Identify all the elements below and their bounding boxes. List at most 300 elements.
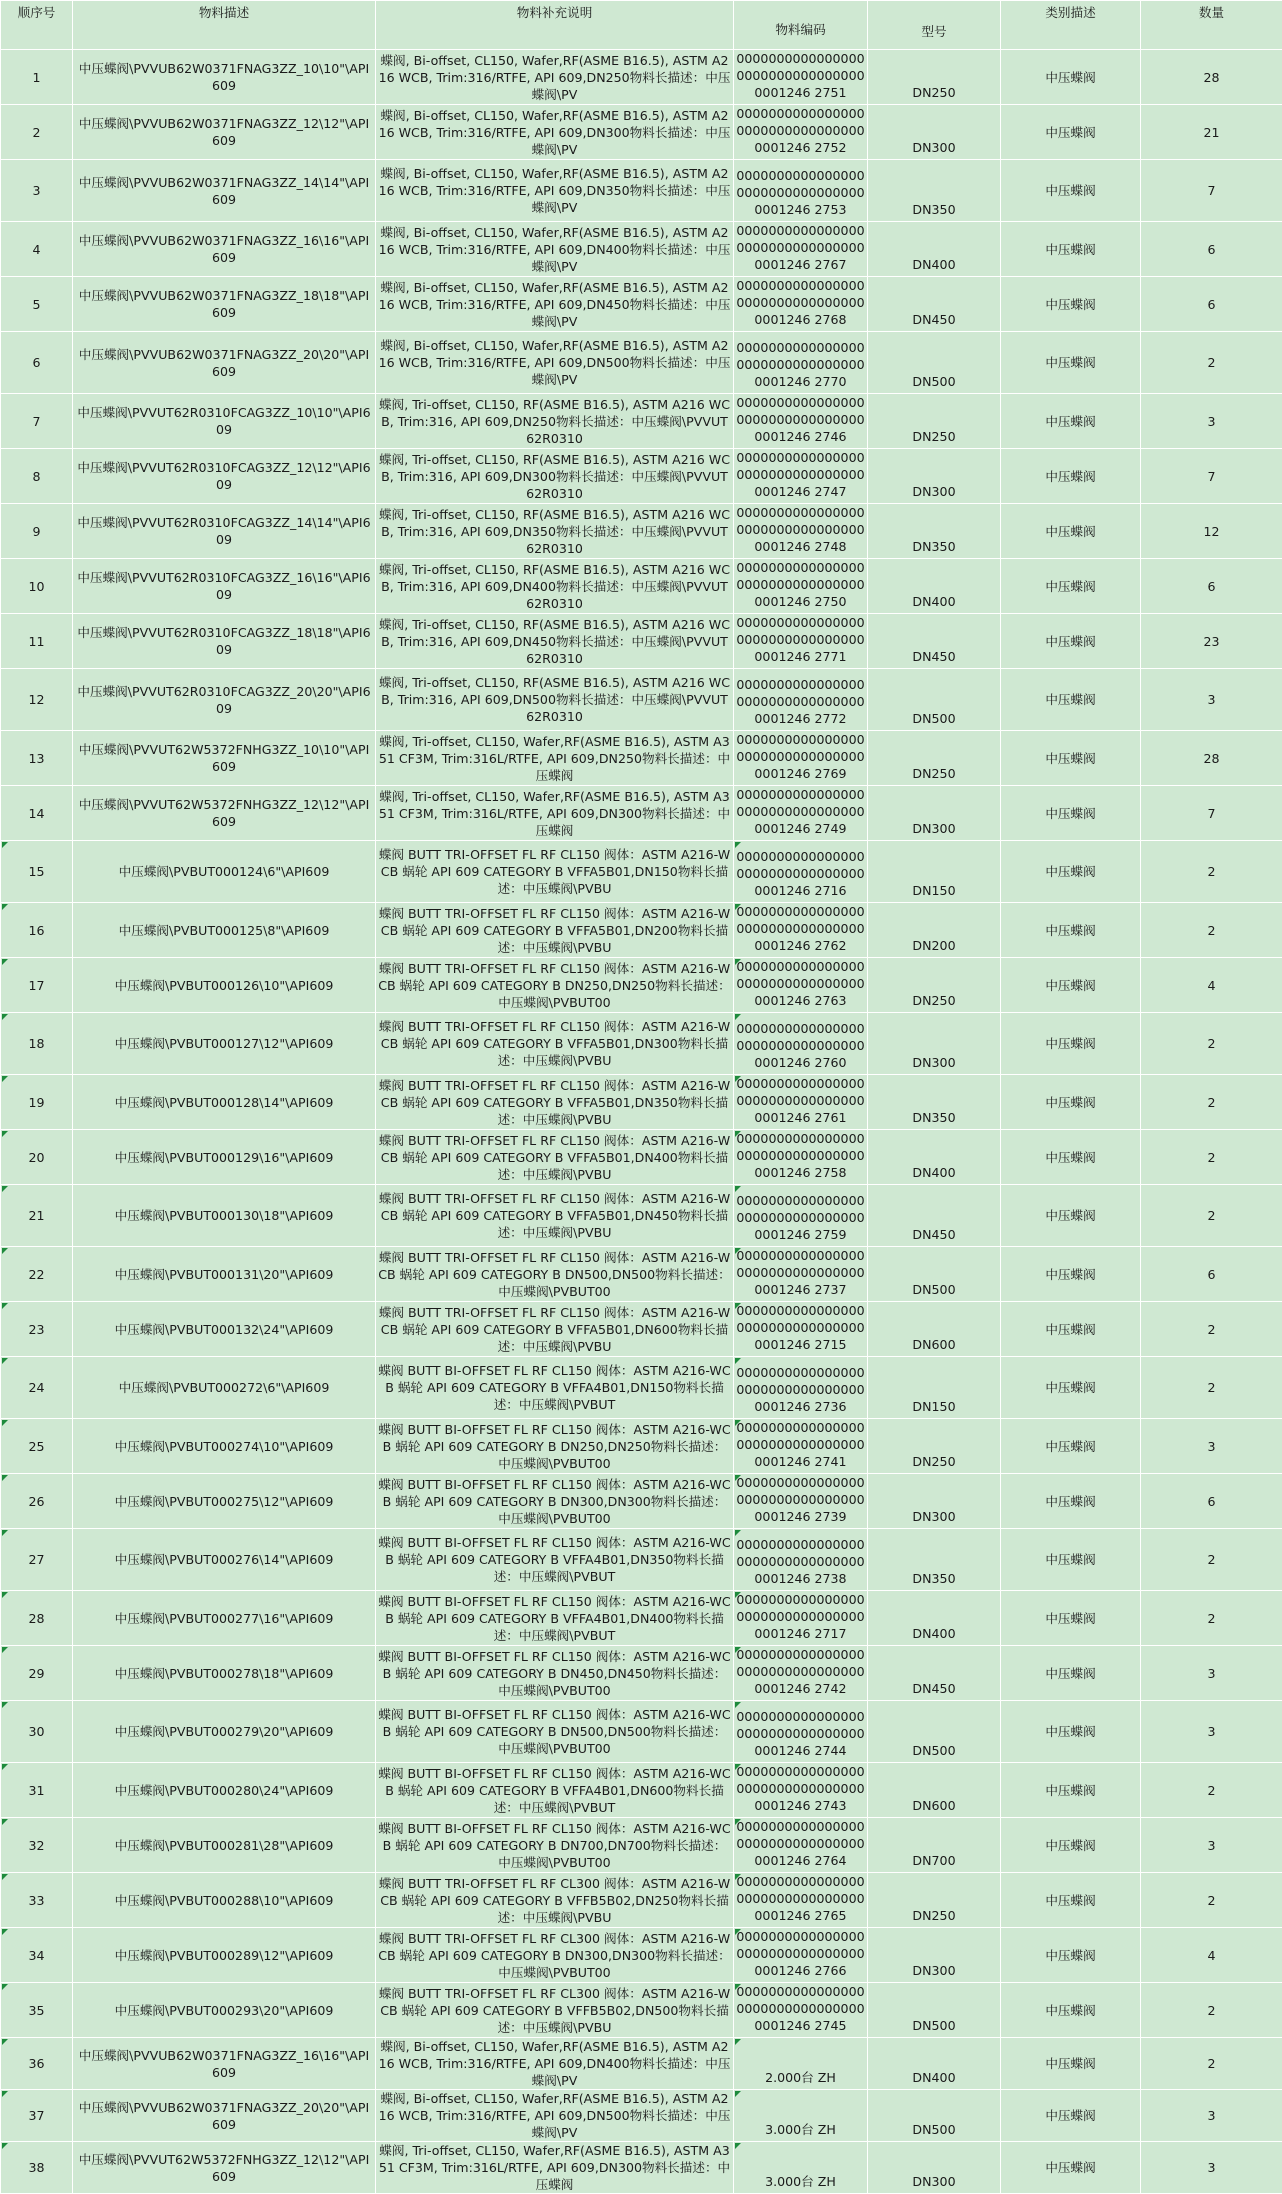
seq-cell[interactable]: 30 [1, 1701, 73, 1763]
desc-cell[interactable]: 中压蝶阀\PVBUT000126\10"\API609 [73, 958, 376, 1013]
extra-cell[interactable]: 蝶阀 BUTT BI-OFFSET FL RF CL150 阀体：ASTM A216-WCB 蜗轮 API 609 CATEGORY B VFFA4B01,DN350物料长描述：中压蝶阀\PVBUT [376, 1529, 734, 1591]
desc-cell[interactable]: 中压蝶阀\PVVUB62W0371FNAG3ZZ_10\10"\API609 [73, 50, 376, 105]
qty-cell[interactable]: 2 [1141, 1763, 1282, 1818]
extra-cell[interactable]: 蝶阀, Tri-offset, CL150, RF(ASME B16.5), ASTM A216 WCB, Trim:316, API 609,DN300物料长描述：中压蝶阀\PVVUT62R0310 [376, 449, 734, 504]
cell-error-indicator-icon[interactable] [735, 1592, 741, 1598]
model-cell[interactable]: DN450 [868, 1646, 1001, 1701]
category-cell[interactable]: 中压蝶阀 [1001, 504, 1141, 559]
cell-error-indicator-icon[interactable] [2, 1303, 8, 1309]
desc-cell[interactable]: 中压蝶阀\PVVUT62R0310FCAG3ZZ_20\20"\API609 [73, 669, 376, 731]
qty-cell[interactable]: 2 [1141, 1075, 1282, 1130]
seq-cell[interactable]: 18 [1, 1013, 73, 1075]
extra-cell[interactable]: 蝶阀, Tri-offset, CL150, RF(ASME B16.5), ASTM A216 WCB, Trim:316, API 609,DN250物料长描述：中压蝶阀\PVVUT62R0310 [376, 394, 734, 449]
code-cell[interactable]: 000000000000000000000000000000000001246 2766 [734, 1928, 868, 1983]
category-cell[interactable]: 中压蝶阀 [1001, 669, 1141, 731]
header-model[interactable]: 型号 [868, 1, 1001, 50]
desc-cell[interactable]: 中压蝶阀\PVBUT000272\6"\API609 [73, 1357, 376, 1419]
extra-cell[interactable]: 蝶阀, Bi-offset, CL150, Wafer,RF(ASME B16.5), ASTM A216 WCB, Trim:316/RTFE, API 609,DN400物料长描述：中压蝶阀\PV [376, 222, 734, 277]
category-cell[interactable]: 中压蝶阀 [1001, 614, 1141, 669]
cell-error-indicator-icon[interactable] [735, 2091, 741, 2097]
cell-error-indicator-icon[interactable] [2, 1076, 8, 1082]
category-cell[interactable]: 中压蝶阀 [1001, 277, 1141, 332]
category-cell[interactable]: 中压蝶阀 [1001, 1646, 1141, 1701]
seq-cell[interactable]: 12 [1, 669, 73, 731]
category-cell[interactable]: 中压蝶阀 [1001, 559, 1141, 614]
cell-error-indicator-icon[interactable] [735, 842, 741, 848]
qty-cell[interactable]: 2 [1141, 1873, 1282, 1928]
extra-cell[interactable]: 蝶阀 BUTT TRI-OFFSET FL RF CL150 阀体：ASTM A216-WCB 蜗轮 API 609 CATEGORY B DN250,DN250物料长描述：中压蝶阀\PVBUT00 [376, 958, 734, 1013]
model-cell[interactable]: DN500 [868, 669, 1001, 731]
header-seq[interactable]: 顺序号 [1, 1, 73, 50]
desc-cell[interactable]: 中压蝶阀\PVVUT62W5372FNHG3ZZ_12\12"\API609 [73, 786, 376, 841]
code-cell[interactable]: 000000000000000000000000000000000001246 2739 [734, 1474, 868, 1529]
seq-cell[interactable]: 25 [1, 1419, 73, 1474]
seq-cell[interactable]: 7 [1, 394, 73, 449]
extra-cell[interactable]: 蝶阀 BUTT BI-OFFSET FL RF CL150 阀体：ASTM A216-WCB 蜗轮 API 609 CATEGORY B DN500,DN500物料长描述：中压蝶阀\PVBUT00 [376, 1701, 734, 1763]
code-cell[interactable]: 000000000000000000000000000000000001246 2772 [734, 669, 868, 731]
model-cell[interactable]: DN700 [868, 1818, 1001, 1873]
model-cell[interactable]: DN300 [868, 2142, 1001, 2194]
seq-cell[interactable]: 24 [1, 1357, 73, 1419]
extra-cell[interactable]: 蝶阀 BUTT BI-OFFSET FL RF CL150 阀体：ASTM A216-WCB 蜗轮 API 609 CATEGORY B DN450,DN450物料长描述：中压蝶阀\PVBUT00 [376, 1646, 734, 1701]
code-cell[interactable]: 000000000000000000000000000000000001246 2742 [734, 1646, 868, 1701]
cell-error-indicator-icon[interactable] [2, 1819, 8, 1825]
header-desc[interactable]: 物料描述 [73, 1, 376, 50]
cell-error-indicator-icon[interactable] [735, 1186, 741, 1192]
category-cell[interactable]: 中压蝶阀 [1001, 1302, 1141, 1357]
category-cell[interactable]: 中压蝶阀 [1001, 841, 1141, 903]
model-cell[interactable]: DN350 [868, 1529, 1001, 1591]
cell-error-indicator-icon[interactable] [2, 1248, 8, 1254]
model-cell[interactable]: DN300 [868, 449, 1001, 504]
category-cell[interactable]: 中压蝶阀 [1001, 1529, 1141, 1591]
model-cell[interactable]: DN350 [868, 504, 1001, 559]
model-cell[interactable]: DN400 [868, 2038, 1001, 2090]
seq-cell[interactable]: 9 [1, 504, 73, 559]
desc-cell[interactable]: 中压蝶阀\PVBUT000124\6"\API609 [73, 841, 376, 903]
cell-error-indicator-icon[interactable] [2, 2143, 8, 2149]
seq-cell[interactable]: 10 [1, 559, 73, 614]
code-cell[interactable]: 000000000000000000000000000000000001246 2758 [734, 1130, 868, 1185]
desc-cell[interactable]: 中压蝶阀\PVVUB62W0371FNAG3ZZ_16\16"\API609 [73, 2038, 376, 2090]
extra-cell[interactable]: 蝶阀, Tri-offset, CL150, RF(ASME B16.5), ASTM A216 WCB, Trim:316, API 609,DN400物料长描述：中压蝶阀\PVVUT62R0310 [376, 559, 734, 614]
code-cell[interactable]: 000000000000000000000000000000000001246 2753 [734, 160, 868, 222]
seq-cell[interactable]: 38 [1, 2142, 73, 2194]
model-cell[interactable]: DN250 [868, 394, 1001, 449]
qty-cell[interactable]: 2 [1141, 1983, 1282, 2038]
seq-cell[interactable]: 36 [1, 2038, 73, 2090]
category-cell[interactable]: 中压蝶阀 [1001, 105, 1141, 160]
code-cell[interactable]: 000000000000000000000000000000000001246 2744 [734, 1701, 868, 1763]
extra-cell[interactable]: 蝶阀, Tri-offset, CL150, Wafer,RF(ASME B16.5), ASTM A351 CF3M, Trim:316L/RTFE, API 609,DN300物料长描述：中压蝶阀 [376, 786, 734, 841]
seq-cell[interactable]: 11 [1, 614, 73, 669]
model-cell[interactable]: DN150 [868, 1357, 1001, 1419]
cell-error-indicator-icon[interactable] [735, 959, 741, 965]
qty-cell[interactable]: 2 [1141, 1302, 1282, 1357]
cell-error-indicator-icon[interactable] [735, 2143, 741, 2149]
cell-error-indicator-icon[interactable] [735, 1420, 741, 1426]
desc-cell[interactable]: 中压蝶阀\PVVUT62W5372FNHG3ZZ_12\12"\API609 [73, 2142, 376, 2194]
qty-cell[interactable]: 6 [1141, 559, 1282, 614]
seq-cell[interactable]: 20 [1, 1130, 73, 1185]
header-category[interactable]: 类别描述 [1001, 1, 1141, 50]
seq-cell[interactable]: 29 [1, 1646, 73, 1701]
code-cell[interactable]: 000000000000000000000000000000000001246 2716 [734, 841, 868, 903]
extra-cell[interactable]: 蝶阀, Bi-offset, CL150, Wafer,RF(ASME B16.5), ASTM A216 WCB, Trim:316/RTFE, API 609,DN450物料长描述：中压蝶阀\PV [376, 277, 734, 332]
desc-cell[interactable]: 中压蝶阀\PVVUB62W0371FNAG3ZZ_18\18"\API609 [73, 277, 376, 332]
model-cell[interactable]: DN350 [868, 1075, 1001, 1130]
qty-cell[interactable]: 2 [1141, 1357, 1282, 1419]
extra-cell[interactable]: 蝶阀 BUTT TRI-OFFSET FL RF CL150 阀体：ASTM A216-WCB 蜗轮 API 609 CATEGORY B VFFA5B01,DN300物料长描述：中压蝶阀\PVBU [376, 1013, 734, 1075]
desc-cell[interactable]: 中压蝶阀\PVBUT000125\8"\API609 [73, 903, 376, 958]
code-cell[interactable]: 000000000000000000000000000000000001246 2763 [734, 958, 868, 1013]
qty-cell[interactable]: 2 [1141, 1130, 1282, 1185]
category-cell[interactable]: 中压蝶阀 [1001, 1247, 1141, 1302]
qty-cell[interactable]: 28 [1141, 731, 1282, 786]
header-qty[interactable]: 数量 [1141, 1, 1282, 50]
cell-error-indicator-icon[interactable] [2, 1702, 8, 1708]
category-cell[interactable]: 中压蝶阀 [1001, 1763, 1141, 1818]
cell-error-indicator-icon[interactable] [2, 1358, 8, 1364]
extra-cell[interactable]: 蝶阀 BUTT TRI-OFFSET FL RF CL150 阀体：ASTM A216-WCB 蜗轮 API 609 CATEGORY B VFFA5B01,DN200物料长描述：中压蝶阀\PVBU [376, 903, 734, 958]
category-cell[interactable]: 中压蝶阀 [1001, 958, 1141, 1013]
extra-cell[interactable]: 蝶阀, Tri-offset, CL150, Wafer,RF(ASME B16.5), ASTM A351 CF3M, Trim:316L/RTFE, API 609,DN250物料长描述：中压蝶阀 [376, 731, 734, 786]
model-cell[interactable]: DN600 [868, 1302, 1001, 1357]
qty-cell[interactable]: 3 [1141, 2090, 1282, 2142]
model-cell[interactable]: DN500 [868, 1983, 1001, 2038]
qty-cell[interactable]: 2 [1141, 841, 1282, 903]
qty-cell[interactable]: 28 [1141, 50, 1282, 105]
qty-cell[interactable]: 3 [1141, 2142, 1282, 2194]
extra-cell[interactable]: 蝶阀, Bi-offset, CL150, Wafer,RF(ASME B16.5), ASTM A216 WCB, Trim:316/RTFE, API 609,DN250物料长描述：中压蝶阀\PV [376, 50, 734, 105]
qty-cell[interactable]: 7 [1141, 449, 1282, 504]
seq-cell[interactable]: 4 [1, 222, 73, 277]
qty-cell[interactable]: 6 [1141, 1247, 1282, 1302]
desc-cell[interactable]: 中压蝶阀\PVBUT000293\20"\API609 [73, 1983, 376, 2038]
category-cell[interactable]: 中压蝶阀 [1001, 160, 1141, 222]
qty-cell[interactable]: 2 [1141, 903, 1282, 958]
code-cell[interactable]: 000000000000000000000000000000000001246 2749 [734, 786, 868, 841]
category-cell[interactable]: 中压蝶阀 [1001, 1185, 1141, 1247]
code-cell[interactable]: 000000000000000000000000000000000001246 2771 [734, 614, 868, 669]
model-cell[interactable]: DN300 [868, 105, 1001, 160]
extra-cell[interactable]: 蝶阀, Tri-offset, CL150, RF(ASME B16.5), ASTM A216 WCB, Trim:316, API 609,DN450物料长描述：中压蝶阀\PVVUT62R0310 [376, 614, 734, 669]
seq-cell[interactable]: 8 [1, 449, 73, 504]
category-cell[interactable]: 中压蝶阀 [1001, 1419, 1141, 1474]
model-cell[interactable]: DN350 [868, 160, 1001, 222]
extra-cell[interactable]: 蝶阀 BUTT TRI-OFFSET FL RF CL150 阀体：ASTM A216-WCB 蜗轮 API 609 CATEGORY B VFFA5B01,DN450物料长描述：中压蝶阀\PVBU [376, 1185, 734, 1247]
model-cell[interactable]: DN300 [868, 786, 1001, 841]
model-cell[interactable]: DN250 [868, 50, 1001, 105]
desc-cell[interactable]: 中压蝶阀\PVBUT000279\20"\API609 [73, 1701, 376, 1763]
category-cell[interactable]: 中压蝶阀 [1001, 2142, 1141, 2194]
code-cell[interactable]: 000000000000000000000000000000000001246 2764 [734, 1818, 868, 1873]
cell-error-indicator-icon[interactable] [735, 1819, 741, 1825]
code-cell[interactable]: 000000000000000000000000000000000001246 2747 [734, 449, 868, 504]
category-cell[interactable]: 中压蝶阀 [1001, 1818, 1141, 1873]
cell-error-indicator-icon[interactable] [735, 1131, 741, 1137]
seq-cell[interactable]: 15 [1, 841, 73, 903]
code-cell[interactable]: 000000000000000000000000000000000001246 2748 [734, 504, 868, 559]
category-cell[interactable]: 中压蝶阀 [1001, 903, 1141, 958]
code-cell[interactable]: 3.000台 ZH [734, 2090, 868, 2142]
cell-error-indicator-icon[interactable] [735, 1929, 741, 1935]
seq-cell[interactable]: 13 [1, 731, 73, 786]
category-cell[interactable]: 中压蝶阀 [1001, 222, 1141, 277]
model-cell[interactable]: DN500 [868, 332, 1001, 394]
desc-cell[interactable]: 中压蝶阀\PVBUT000288\10"\API609 [73, 1873, 376, 1928]
desc-cell[interactable]: 中压蝶阀\PVBUT000277\16"\API609 [73, 1591, 376, 1646]
model-cell[interactable]: DN450 [868, 277, 1001, 332]
cell-error-indicator-icon[interactable] [2, 1764, 8, 1770]
cell-error-indicator-icon[interactable] [2, 1647, 8, 1653]
code-cell[interactable]: 000000000000000000000000000000000001246 2746 [734, 394, 868, 449]
seq-cell[interactable]: 26 [1, 1474, 73, 1529]
cell-error-indicator-icon[interactable] [2, 1420, 8, 1426]
code-cell[interactable]: 000000000000000000000000000000000001246 2743 [734, 1763, 868, 1818]
qty-cell[interactable]: 7 [1141, 786, 1282, 841]
extra-cell[interactable]: 蝶阀 BUTT TRI-OFFSET FL RF CL300 阀体：ASTM A216-WCB 蜗轮 API 609 CATEGORY B VFFB5B02,DN250物料长描述：中压蝶阀\PVBU [376, 1873, 734, 1928]
desc-cell[interactable]: 中压蝶阀\PVBUT000132\24"\API609 [73, 1302, 376, 1357]
desc-cell[interactable]: 中压蝶阀\PVBUT000275\12"\API609 [73, 1474, 376, 1529]
desc-cell[interactable]: 中压蝶阀\PVVUT62R0310FCAG3ZZ_14\14"\API609 [73, 504, 376, 559]
model-cell[interactable]: DN500 [868, 2090, 1001, 2142]
cell-error-indicator-icon[interactable] [2, 904, 8, 910]
qty-cell[interactable]: 3 [1141, 669, 1282, 731]
code-cell[interactable]: 3.000台 ZH [734, 2142, 868, 2194]
qty-cell[interactable]: 12 [1141, 504, 1282, 559]
code-cell[interactable]: 000000000000000000000000000000000001246 2751 [734, 50, 868, 105]
cell-error-indicator-icon[interactable] [735, 1475, 741, 1481]
extra-cell[interactable]: 蝶阀 BUTT TRI-OFFSET FL RF CL150 阀体：ASTM A216-WCB 蜗轮 API 609 CATEGORY B DN500,DN500物料长描述：中压蝶阀\PVBUT00 [376, 1247, 734, 1302]
model-cell[interactable]: DN400 [868, 1130, 1001, 1185]
code-cell[interactable]: 000000000000000000000000000000000001246 2717 [734, 1591, 868, 1646]
cell-error-indicator-icon[interactable] [735, 1647, 741, 1653]
extra-cell[interactable]: 蝶阀 BUTT TRI-OFFSET FL RF CL150 阀体：ASTM A216-WCB 蜗轮 API 609 CATEGORY B VFFA5B01,DN150物料长描述：中压蝶阀\PVBU [376, 841, 734, 903]
qty-cell[interactable]: 2 [1141, 1591, 1282, 1646]
code-cell[interactable]: 000000000000000000000000000000000001246 2736 [734, 1357, 868, 1419]
model-cell[interactable]: DN400 [868, 559, 1001, 614]
seq-cell[interactable]: 22 [1, 1247, 73, 1302]
qty-cell[interactable]: 3 [1141, 1818, 1282, 1873]
extra-cell[interactable]: 蝶阀 BUTT TRI-OFFSET FL RF CL300 阀体：ASTM A216-WCB 蜗轮 API 609 CATEGORY B DN300,DN300物料长描述：中压蝶阀\PVBUT00 [376, 1928, 734, 1983]
code-cell[interactable]: 000000000000000000000000000000000001246 2741 [734, 1419, 868, 1474]
seq-cell[interactable]: 37 [1, 2090, 73, 2142]
code-cell[interactable]: 2.000台 ZH [734, 2038, 868, 2090]
extra-cell[interactable]: 蝶阀 BUTT BI-OFFSET FL RF CL150 阀体：ASTM A216-WCB 蜗轮 API 609 CATEGORY B DN300,DN300物料长描述：中压蝶阀\PVBUT00 [376, 1474, 734, 1529]
seq-cell[interactable]: 35 [1, 1983, 73, 2038]
model-cell[interactable]: DN300 [868, 1013, 1001, 1075]
cell-error-indicator-icon[interactable] [735, 2039, 741, 2045]
code-cell[interactable]: 000000000000000000000000000000000001246 2752 [734, 105, 868, 160]
code-cell[interactable]: 000000000000000000000000000000000001246 2765 [734, 1873, 868, 1928]
code-cell[interactable]: 000000000000000000000000000000000001246 2760 [734, 1013, 868, 1075]
cell-error-indicator-icon[interactable] [2, 1984, 8, 1990]
code-cell[interactable]: 000000000000000000000000000000000001246 2737 [734, 1247, 868, 1302]
qty-cell[interactable]: 21 [1141, 105, 1282, 160]
category-cell[interactable]: 中压蝶阀 [1001, 1591, 1141, 1646]
code-cell[interactable]: 000000000000000000000000000000000001246 2770 [734, 332, 868, 394]
cell-error-indicator-icon[interactable] [735, 1248, 741, 1254]
qty-cell[interactable]: 4 [1141, 958, 1282, 1013]
code-cell[interactable]: 000000000000000000000000000000000001246 2768 [734, 277, 868, 332]
cell-error-indicator-icon[interactable] [735, 904, 741, 910]
extra-cell[interactable]: 蝶阀, Tri-offset, CL150, RF(ASME B16.5), ASTM A216 WCB, Trim:316, API 609,DN350物料长描述：中压蝶阀\PVVUT62R0310 [376, 504, 734, 559]
code-cell[interactable]: 000000000000000000000000000000000001246 2767 [734, 222, 868, 277]
model-cell[interactable]: DN300 [868, 1474, 1001, 1529]
model-cell[interactable]: DN300 [868, 1928, 1001, 1983]
model-cell[interactable]: DN400 [868, 1591, 1001, 1646]
seq-cell[interactable]: 1 [1, 50, 73, 105]
model-cell[interactable]: DN250 [868, 1873, 1001, 1928]
desc-cell[interactable]: 中压蝶阀\PVVUB62W0371FNAG3ZZ_14\14"\API609 [73, 160, 376, 222]
extra-cell[interactable]: 蝶阀, Bi-offset, CL150, Wafer,RF(ASME B16.5), ASTM A216 WCB, Trim:316/RTFE, API 609,DN500物料长描述：中压蝶阀\PV [376, 332, 734, 394]
extra-cell[interactable]: 蝶阀 BUTT TRI-OFFSET FL RF CL150 阀体：ASTM A216-WCB 蜗轮 API 609 CATEGORY B VFFA5B01,DN400物料长描述：中压蝶阀\PVBU [376, 1130, 734, 1185]
seq-cell[interactable]: 2 [1, 105, 73, 160]
extra-cell[interactable]: 蝶阀 BUTT BI-OFFSET FL RF CL150 阀体：ASTM A216-WCB 蜗轮 API 609 CATEGORY B VFFA4B01,DN600物料长描述：中压蝶阀\PVBUT [376, 1763, 734, 1818]
code-cell[interactable]: 000000000000000000000000000000000001246 2745 [734, 1983, 868, 2038]
code-cell[interactable]: 000000000000000000000000000000000001246 2769 [734, 731, 868, 786]
desc-cell[interactable]: 中压蝶阀\PVVUT62W5372FNHG3ZZ_10\10"\API609 [73, 731, 376, 786]
seq-cell[interactable]: 21 [1, 1185, 73, 1247]
model-cell[interactable]: DN250 [868, 731, 1001, 786]
category-cell[interactable]: 中压蝶阀 [1001, 332, 1141, 394]
model-cell[interactable]: DN250 [868, 958, 1001, 1013]
cell-error-indicator-icon[interactable] [735, 1076, 741, 1082]
category-cell[interactable]: 中压蝶阀 [1001, 50, 1141, 105]
category-cell[interactable]: 中压蝶阀 [1001, 1983, 1141, 2038]
seq-cell[interactable]: 27 [1, 1529, 73, 1591]
desc-cell[interactable]: 中压蝶阀\PVVUB62W0371FNAG3ZZ_16\16"\API609 [73, 222, 376, 277]
category-cell[interactable]: 中压蝶阀 [1001, 1701, 1141, 1763]
model-cell[interactable]: DN250 [868, 1419, 1001, 1474]
code-cell[interactable]: 000000000000000000000000000000000001246 2738 [734, 1529, 868, 1591]
extra-cell[interactable]: 蝶阀 BUTT BI-OFFSET FL RF CL150 阀体：ASTM A216-WCB 蜗轮 API 609 CATEGORY B DN700,DN700物料长描述：中压蝶阀\PVBUT00 [376, 1818, 734, 1873]
extra-cell[interactable]: 蝶阀 BUTT TRI-OFFSET FL RF CL150 阀体：ASTM A216-WCB 蜗轮 API 609 CATEGORY B VFFA5B01,DN600物料长描述：中压蝶阀\PVBU [376, 1302, 734, 1357]
desc-cell[interactable]: 中压蝶阀\PVBUT000130\18"\API609 [73, 1185, 376, 1247]
seq-cell[interactable]: 16 [1, 903, 73, 958]
desc-cell[interactable]: 中压蝶阀\PVBUT000281\28"\API609 [73, 1818, 376, 1873]
extra-cell[interactable]: 蝶阀, Tri-offset, CL150, RF(ASME B16.5), ASTM A216 WCB, Trim:316, API 609,DN500物料长描述：中压蝶阀\PVVUT62R0310 [376, 669, 734, 731]
seq-cell[interactable]: 19 [1, 1075, 73, 1130]
cell-error-indicator-icon[interactable] [735, 1874, 741, 1880]
qty-cell[interactable]: 6 [1141, 1474, 1282, 1529]
desc-cell[interactable]: 中压蝶阀\PVBUT000278\18"\API609 [73, 1646, 376, 1701]
seq-cell[interactable]: 31 [1, 1763, 73, 1818]
cell-error-indicator-icon[interactable] [735, 1984, 741, 1990]
category-cell[interactable]: 中压蝶阀 [1001, 2038, 1141, 2090]
desc-cell[interactable]: 中压蝶阀\PVVUT62R0310FCAG3ZZ_18\18"\API609 [73, 614, 376, 669]
cell-error-indicator-icon[interactable] [735, 1530, 741, 1536]
desc-cell[interactable]: 中压蝶阀\PVBUT000276\14"\API609 [73, 1529, 376, 1591]
extra-cell[interactable]: 蝶阀, Bi-offset, CL150, Wafer,RF(ASME B16.5), ASTM A216 WCB, Trim:316/RTFE, API 609,DN400物料长描述：中压蝶阀\PV [376, 2038, 734, 2090]
model-cell[interactable]: DN200 [868, 903, 1001, 958]
cell-error-indicator-icon[interactable] [2, 959, 8, 965]
seq-cell[interactable]: 34 [1, 1928, 73, 1983]
extra-cell[interactable]: 蝶阀 BUTT TRI-OFFSET FL RF CL300 阀体：ASTM A216-WCB 蜗轮 API 609 CATEGORY B VFFB5B02,DN500物料长描述：中压蝶阀\PVBU [376, 1983, 734, 2038]
seq-cell[interactable]: 28 [1, 1591, 73, 1646]
category-cell[interactable]: 中压蝶阀 [1001, 1357, 1141, 1419]
extra-cell[interactable]: 蝶阀, Bi-offset, CL150, Wafer,RF(ASME B16.5), ASTM A216 WCB, Trim:316/RTFE, API 609,DN500物料长描述：中压蝶阀\PV [376, 2090, 734, 2142]
desc-cell[interactable]: 中压蝶阀\PVBUT000289\12"\API609 [73, 1928, 376, 1983]
category-cell[interactable]: 中压蝶阀 [1001, 1075, 1141, 1130]
desc-cell[interactable]: 中压蝶阀\PVVUT62R0310FCAG3ZZ_16\16"\API609 [73, 559, 376, 614]
qty-cell[interactable]: 2 [1141, 2038, 1282, 2090]
code-cell[interactable]: 000000000000000000000000000000000001246 2761 [734, 1075, 868, 1130]
cell-error-indicator-icon[interactable] [735, 1303, 741, 1309]
desc-cell[interactable]: 中压蝶阀\PVVUB62W0371FNAG3ZZ_20\20"\API609 [73, 2090, 376, 2142]
cell-error-indicator-icon[interactable] [2, 1929, 8, 1935]
model-cell[interactable]: DN150 [868, 841, 1001, 903]
category-cell[interactable]: 中压蝶阀 [1001, 786, 1141, 841]
desc-cell[interactable]: 中压蝶阀\PVVUT62R0310FCAG3ZZ_12\12"\API609 [73, 449, 376, 504]
seq-cell[interactable]: 3 [1, 160, 73, 222]
qty-cell[interactable]: 2 [1141, 1185, 1282, 1247]
desc-cell[interactable]: 中压蝶阀\PVVUB62W0371FNAG3ZZ_12\12"\API609 [73, 105, 376, 160]
qty-cell[interactable]: 3 [1141, 394, 1282, 449]
extra-cell[interactable]: 蝶阀 BUTT TRI-OFFSET FL RF CL150 阀体：ASTM A216-WCB 蜗轮 API 609 CATEGORY B VFFA5B01,DN350物料长描述：中压蝶阀\PVBU [376, 1075, 734, 1130]
seq-cell[interactable]: 17 [1, 958, 73, 1013]
cell-error-indicator-icon[interactable] [2, 2091, 8, 2097]
qty-cell[interactable]: 3 [1141, 1701, 1282, 1763]
header-extra[interactable]: 物料补充说明 [376, 1, 734, 50]
seq-cell[interactable]: 6 [1, 332, 73, 394]
model-cell[interactable]: DN450 [868, 1185, 1001, 1247]
cell-error-indicator-icon[interactable] [2, 1530, 8, 1536]
cell-error-indicator-icon[interactable] [2, 1475, 8, 1481]
category-cell[interactable]: 中压蝶阀 [1001, 2090, 1141, 2142]
category-cell[interactable]: 中压蝶阀 [1001, 1873, 1141, 1928]
qty-cell[interactable]: 6 [1141, 222, 1282, 277]
category-cell[interactable]: 中压蝶阀 [1001, 449, 1141, 504]
desc-cell[interactable]: 中压蝶阀\PVBUT000127\12"\API609 [73, 1013, 376, 1075]
qty-cell[interactable]: 2 [1141, 1013, 1282, 1075]
cell-error-indicator-icon[interactable] [735, 1764, 741, 1770]
model-cell[interactable]: DN500 [868, 1247, 1001, 1302]
qty-cell[interactable]: 23 [1141, 614, 1282, 669]
cell-error-indicator-icon[interactable] [2, 842, 8, 848]
code-cell[interactable]: 000000000000000000000000000000000001246 2715 [734, 1302, 868, 1357]
desc-cell[interactable]: 中压蝶阀\PVBUT000274\10"\API609 [73, 1419, 376, 1474]
cell-error-indicator-icon[interactable] [2, 1131, 8, 1137]
model-cell[interactable]: DN500 [868, 1701, 1001, 1763]
cell-error-indicator-icon[interactable] [2, 1186, 8, 1192]
qty-cell[interactable]: 4 [1141, 1928, 1282, 1983]
seq-cell[interactable]: 14 [1, 786, 73, 841]
cell-error-indicator-icon[interactable] [2, 2039, 8, 2045]
code-cell[interactable]: 000000000000000000000000000000000001246 2759 [734, 1185, 868, 1247]
desc-cell[interactable]: 中压蝶阀\PVBUT000129\16"\API609 [73, 1130, 376, 1185]
qty-cell[interactable]: 3 [1141, 1646, 1282, 1701]
seq-cell[interactable]: 5 [1, 277, 73, 332]
category-cell[interactable]: 中压蝶阀 [1001, 1928, 1141, 1983]
model-cell[interactable]: DN600 [868, 1763, 1001, 1818]
seq-cell[interactable]: 32 [1, 1818, 73, 1873]
category-cell[interactable]: 中压蝶阀 [1001, 394, 1141, 449]
qty-cell[interactable]: 2 [1141, 1529, 1282, 1591]
desc-cell[interactable]: 中压蝶阀\PVVUT62R0310FCAG3ZZ_10\10"\API609 [73, 394, 376, 449]
code-cell[interactable]: 000000000000000000000000000000000001246 2762 [734, 903, 868, 958]
cell-error-indicator-icon[interactable] [2, 1014, 8, 1020]
extra-cell[interactable]: 蝶阀 BUTT BI-OFFSET FL RF CL150 阀体：ASTM A216-WCB 蜗轮 API 609 CATEGORY B VFFA4B01,DN150物料长描述：中压蝶阀\PVBUT [376, 1357, 734, 1419]
extra-cell[interactable]: 蝶阀, Bi-offset, CL150, Wafer,RF(ASME B16.5), ASTM A216 WCB, Trim:316/RTFE, API 609,DN350物料长描述：中压蝶阀\PV [376, 160, 734, 222]
desc-cell[interactable]: 中压蝶阀\PVVUB62W0371FNAG3ZZ_20\20"\API609 [73, 332, 376, 394]
desc-cell[interactable]: 中压蝶阀\PVBUT000131\20"\API609 [73, 1247, 376, 1302]
cell-error-indicator-icon[interactable] [735, 1358, 741, 1364]
seq-cell[interactable]: 23 [1, 1302, 73, 1357]
qty-cell[interactable]: 7 [1141, 160, 1282, 222]
category-cell[interactable]: 中压蝶阀 [1001, 1130, 1141, 1185]
